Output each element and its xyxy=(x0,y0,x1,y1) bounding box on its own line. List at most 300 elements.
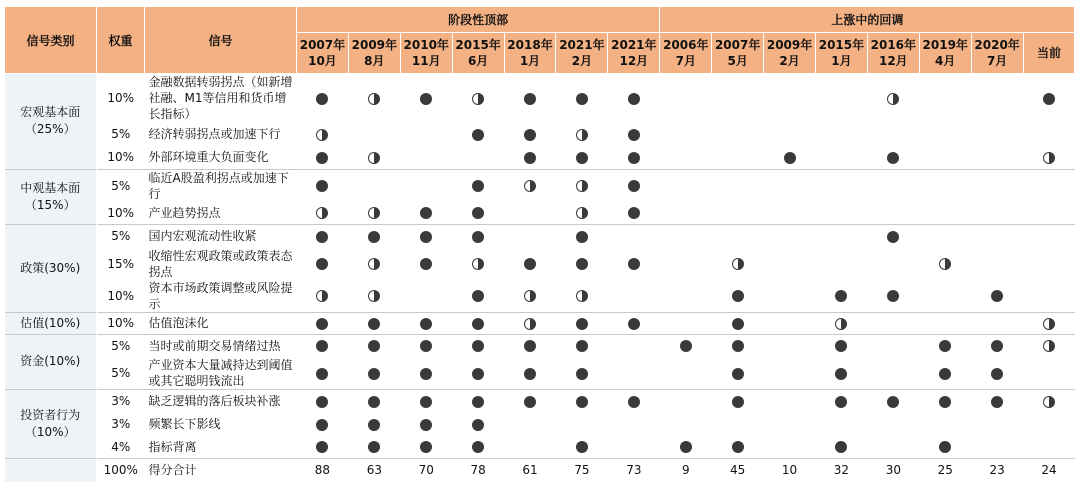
full-circle-icon xyxy=(420,419,432,431)
signal-cell: 频繁长下影线 xyxy=(148,417,221,431)
total-score-cell: 70 xyxy=(400,459,452,482)
full-circle-icon xyxy=(316,419,328,431)
mark-cell xyxy=(660,122,712,146)
full-circle-icon xyxy=(316,180,328,192)
mark-cell xyxy=(764,202,816,225)
full-circle-icon xyxy=(680,441,692,453)
mark-cell xyxy=(971,74,1023,123)
half-circle-icon xyxy=(472,258,484,270)
mark-cell xyxy=(816,312,868,334)
mark-cell xyxy=(1023,390,1075,413)
mark-cell xyxy=(452,248,504,280)
full-circle-icon xyxy=(576,318,588,330)
mark-cell xyxy=(971,312,1023,334)
mark-cell xyxy=(971,225,1023,248)
full-circle-icon xyxy=(628,207,640,219)
mark-cell xyxy=(400,436,452,459)
mark-cell xyxy=(919,169,971,202)
mark-cell xyxy=(452,146,504,169)
header-group-pullback: 上涨中的回调 xyxy=(660,7,1075,33)
mark-cell xyxy=(971,280,1023,313)
mark-cell xyxy=(919,357,971,390)
period-year: 2019年 xyxy=(922,38,968,52)
mark-cell xyxy=(504,146,556,169)
signal-cell: 指标背离 xyxy=(148,439,197,454)
weight-cell: 5% xyxy=(97,169,145,202)
full-circle-icon xyxy=(1043,93,1055,105)
header-group-top: 阶段性顶部 xyxy=(297,7,660,33)
mark-cell xyxy=(608,146,660,169)
full-circle-icon xyxy=(420,207,432,219)
mark-cell xyxy=(348,280,400,313)
total-score-cell: 32 xyxy=(816,459,868,482)
mark-cell xyxy=(816,169,868,202)
full-circle-icon xyxy=(628,93,640,105)
signal-cell: 缺乏逻辑的落后板块补涨 xyxy=(145,390,297,413)
header-period xyxy=(971,33,1023,74)
mark-cell xyxy=(867,280,919,313)
full-circle-icon xyxy=(472,396,484,408)
half-circle-icon xyxy=(576,207,588,219)
mark-cell xyxy=(764,312,816,334)
mark-cell xyxy=(504,248,556,280)
mark-cell xyxy=(400,122,452,146)
mark-cell xyxy=(971,146,1023,169)
full-circle-icon xyxy=(576,368,588,380)
full-circle-icon xyxy=(420,340,432,352)
signal-cell: 当时或前期交易情绪过热 xyxy=(145,334,297,357)
full-circle-icon xyxy=(628,396,640,408)
signal-cell: 外部环境重大负面变化 xyxy=(148,150,269,165)
half-circle-icon xyxy=(316,290,328,302)
half-circle-icon xyxy=(524,318,536,330)
period-month: 8月 xyxy=(364,54,385,68)
table-row xyxy=(5,169,1075,202)
mark-cell xyxy=(348,357,400,390)
mark-cell xyxy=(1023,202,1075,225)
weight-cell: 5% xyxy=(111,366,131,380)
mark-cell xyxy=(297,413,349,436)
full-circle-icon xyxy=(420,368,432,380)
mark-cell xyxy=(867,74,919,123)
signal-cell: 金融数据转弱拐点（如新增社融、M1等信用和货币增长指标） xyxy=(145,74,297,123)
category-cell: 估值(10%) xyxy=(5,312,97,334)
half-circle-icon xyxy=(887,93,899,105)
mark-cell xyxy=(1023,280,1075,313)
mark-cell xyxy=(504,436,556,459)
mark-cell xyxy=(297,202,349,225)
mark-cell xyxy=(400,74,452,123)
full-circle-icon xyxy=(316,340,328,352)
mark-cell xyxy=(971,334,1023,357)
mark-cell xyxy=(660,413,712,436)
half-circle-icon xyxy=(316,129,328,141)
full-circle-icon xyxy=(524,129,536,141)
full-circle-icon xyxy=(732,318,744,330)
full-circle-icon xyxy=(628,318,640,330)
total-score-cell: 25 xyxy=(919,459,971,482)
mark-cell xyxy=(297,334,349,357)
mark-cell xyxy=(971,122,1023,146)
mark-cell xyxy=(556,74,608,123)
weight-cell: 10% xyxy=(97,74,145,123)
header-period xyxy=(712,33,764,74)
half-circle-icon xyxy=(1043,152,1055,164)
full-circle-icon xyxy=(991,290,1003,302)
mark-cell xyxy=(764,334,816,357)
half-circle-icon xyxy=(472,93,484,105)
mark-cell xyxy=(608,357,660,390)
mark-cell xyxy=(608,248,660,280)
full-circle-icon xyxy=(524,93,536,105)
mark-cell xyxy=(400,357,452,390)
weight-cell: 15% xyxy=(107,256,135,271)
period-year: 2015年 xyxy=(818,38,865,52)
full-circle-icon xyxy=(835,340,847,352)
mark-cell xyxy=(452,169,504,202)
mark-cell xyxy=(764,390,816,413)
signal-cell: 国内宏观流动性收紧 xyxy=(145,225,297,248)
mark-cell xyxy=(1023,248,1075,280)
mark-cell xyxy=(919,280,971,313)
full-circle-icon xyxy=(732,441,744,453)
full-circle-icon xyxy=(420,396,432,408)
half-circle-icon xyxy=(576,129,588,141)
half-circle-icon xyxy=(316,207,328,219)
header-period xyxy=(1023,33,1075,74)
full-circle-icon xyxy=(524,258,536,270)
mark-cell xyxy=(764,436,816,459)
mark-cell xyxy=(971,436,1023,459)
total-category-blank xyxy=(5,459,97,482)
mark-cell xyxy=(712,334,764,357)
mark-cell xyxy=(867,357,919,390)
mark-cell xyxy=(712,146,764,169)
mark-cell xyxy=(504,225,556,248)
mark-cell xyxy=(1023,413,1075,436)
full-circle-icon xyxy=(316,368,328,380)
full-circle-icon xyxy=(368,441,380,453)
mark-cell xyxy=(504,280,556,313)
full-circle-icon xyxy=(939,396,951,408)
table-row xyxy=(5,122,1075,146)
total-score-cell: 73 xyxy=(608,459,660,482)
mark-cell xyxy=(971,390,1023,413)
weight-cell: 5% xyxy=(111,127,131,141)
full-circle-icon xyxy=(316,258,328,270)
mark-cell xyxy=(1023,122,1075,146)
full-circle-icon xyxy=(472,419,484,431)
mark-cell xyxy=(348,413,400,436)
mark-cell xyxy=(504,357,556,390)
mark-cell xyxy=(712,357,764,390)
mark-cell xyxy=(712,169,764,202)
total-weight: 100% xyxy=(97,459,145,482)
period-month: 4月 xyxy=(935,54,956,68)
mark-cell xyxy=(608,202,660,225)
full-circle-icon xyxy=(835,441,847,453)
full-circle-icon xyxy=(472,340,484,352)
header-period xyxy=(297,33,349,74)
full-circle-icon xyxy=(939,340,951,352)
mark-cell xyxy=(452,436,504,459)
full-circle-icon xyxy=(316,152,328,164)
mark-cell xyxy=(712,202,764,225)
period-month: 当前 xyxy=(1037,46,1062,60)
mark-cell xyxy=(608,280,660,313)
weight-cell: 5% xyxy=(97,334,145,357)
total-row xyxy=(5,459,1075,482)
mark-cell xyxy=(348,169,400,202)
mark-cell xyxy=(556,202,608,225)
full-circle-icon xyxy=(991,368,1003,380)
full-circle-icon xyxy=(524,368,536,380)
half-circle-icon xyxy=(732,258,744,270)
signal-cell: 估值泡沫化 xyxy=(145,312,297,334)
table-row xyxy=(5,146,1075,169)
table-row xyxy=(5,280,1075,313)
period-month: 10月 xyxy=(308,54,337,68)
header-category: 信号类别 xyxy=(5,7,97,74)
full-circle-icon xyxy=(472,129,484,141)
mark-cell xyxy=(971,248,1023,280)
signal-cell: 产业趋势拐点 xyxy=(148,205,221,220)
mark-cell xyxy=(608,334,660,357)
full-circle-icon xyxy=(472,441,484,453)
full-circle-icon xyxy=(991,396,1003,408)
category-cell: 宏观基本面 （25%） xyxy=(5,74,97,170)
mark-cell xyxy=(297,225,349,248)
total-score-cell: 78 xyxy=(452,459,504,482)
mark-cell xyxy=(556,390,608,413)
mark-cell xyxy=(556,357,608,390)
mark-cell xyxy=(348,312,400,334)
mark-cell xyxy=(348,390,400,413)
mark-cell xyxy=(1023,74,1075,123)
mark-cell xyxy=(297,436,349,459)
mark-cell xyxy=(712,225,764,248)
mark-cell xyxy=(764,248,816,280)
total-score-cell: 75 xyxy=(556,459,608,482)
half-circle-icon xyxy=(1043,318,1055,330)
period-month: 1月 xyxy=(831,54,852,68)
full-circle-icon xyxy=(368,368,380,380)
full-circle-icon xyxy=(835,368,847,380)
mark-cell xyxy=(452,225,504,248)
mark-cell xyxy=(919,312,971,334)
mark-cell xyxy=(816,202,868,225)
table-row xyxy=(5,413,1075,436)
period-month: 2月 xyxy=(571,54,593,68)
full-circle-icon xyxy=(316,396,328,408)
mark-cell xyxy=(452,312,504,334)
mark-cell xyxy=(816,357,868,390)
table-row xyxy=(5,74,1075,123)
mark-cell xyxy=(556,413,608,436)
mark-cell xyxy=(556,334,608,357)
mark-cell xyxy=(660,334,712,357)
mark-cell xyxy=(348,225,400,248)
mark-cell xyxy=(764,413,816,436)
full-circle-icon xyxy=(316,231,328,243)
mark-cell xyxy=(867,312,919,334)
mark-cell xyxy=(608,413,660,436)
mark-cell xyxy=(816,146,868,169)
mark-cell xyxy=(919,413,971,436)
mark-cell xyxy=(660,312,712,334)
total-score-cell: 88 xyxy=(297,459,349,482)
mark-cell xyxy=(452,357,504,390)
full-circle-icon xyxy=(472,318,484,330)
mark-cell xyxy=(919,248,971,280)
weight-cell: 10% xyxy=(107,150,135,165)
period-month: 6月 xyxy=(467,54,489,68)
mark-cell xyxy=(504,122,556,146)
mark-cell xyxy=(660,169,712,202)
period-month: 5月 xyxy=(727,54,748,68)
full-circle-icon xyxy=(472,207,484,219)
full-circle-icon xyxy=(576,93,588,105)
mark-cell xyxy=(712,390,764,413)
mark-cell xyxy=(556,146,608,169)
mark-cell xyxy=(400,413,452,436)
mark-cell xyxy=(1023,146,1075,169)
mark-cell xyxy=(297,122,349,146)
header-period xyxy=(764,33,816,74)
mark-cell xyxy=(919,122,971,146)
mark-cell xyxy=(660,248,712,280)
full-circle-icon xyxy=(472,290,484,302)
mark-cell xyxy=(919,334,971,357)
full-circle-icon xyxy=(316,318,328,330)
table-row xyxy=(5,248,1075,280)
half-circle-icon xyxy=(524,180,536,192)
mark-cell xyxy=(919,146,971,169)
full-circle-icon xyxy=(420,441,432,453)
mark-cell xyxy=(452,202,504,225)
mark-cell xyxy=(452,280,504,313)
header-period xyxy=(660,33,712,74)
mark-cell xyxy=(660,202,712,225)
weight-cell: 3% xyxy=(111,417,131,431)
full-circle-icon xyxy=(576,441,588,453)
mark-cell xyxy=(452,122,504,146)
table-row xyxy=(5,334,1075,357)
mark-cell xyxy=(1023,225,1075,248)
mark-cell xyxy=(660,357,712,390)
half-circle-icon xyxy=(368,290,380,302)
period-month: 2月 xyxy=(779,54,800,68)
weight-cell: 10% xyxy=(107,288,135,303)
mark-cell xyxy=(660,225,712,248)
mark-cell xyxy=(816,122,868,146)
weight-cell: 10% xyxy=(107,205,135,220)
period-month: 1月 xyxy=(519,54,541,68)
header-period xyxy=(608,33,660,74)
mark-cell xyxy=(867,146,919,169)
full-circle-icon xyxy=(420,231,432,243)
full-circle-icon xyxy=(628,129,640,141)
total-score-cell: 10 xyxy=(764,459,816,482)
mark-cell xyxy=(556,122,608,146)
mark-cell xyxy=(504,74,556,123)
mark-cell xyxy=(971,169,1023,202)
mark-cell xyxy=(608,436,660,459)
mark-cell xyxy=(764,74,816,123)
header-row-groups xyxy=(5,7,1075,33)
period-year: 2007年 xyxy=(299,38,346,52)
signal-cell: 资本市场政策调整或风险提示 xyxy=(148,280,293,311)
period-year: 2007年 xyxy=(714,38,761,52)
mark-cell xyxy=(400,202,452,225)
mark-cell xyxy=(971,202,1023,225)
full-circle-icon xyxy=(368,318,380,330)
mark-cell xyxy=(764,357,816,390)
mark-cell xyxy=(608,390,660,413)
mark-cell xyxy=(400,169,452,202)
signal-scoring-table xyxy=(4,6,1075,482)
category-cell: 政策(30%) xyxy=(5,225,97,313)
mark-cell xyxy=(297,357,349,390)
period-month: 11月 xyxy=(411,54,441,68)
mark-cell xyxy=(971,413,1023,436)
mark-cell xyxy=(400,334,452,357)
full-circle-icon xyxy=(524,396,536,408)
mark-cell xyxy=(1023,169,1075,202)
header-period xyxy=(919,33,971,74)
full-circle-icon xyxy=(628,180,640,192)
mark-cell xyxy=(712,436,764,459)
full-circle-icon xyxy=(732,368,744,380)
mark-cell xyxy=(919,202,971,225)
full-circle-icon xyxy=(939,441,951,453)
mark-cell xyxy=(712,122,764,146)
period-month: 7月 xyxy=(675,54,696,68)
header-period xyxy=(556,33,608,74)
full-circle-icon xyxy=(368,396,380,408)
mark-cell xyxy=(764,280,816,313)
table-body xyxy=(5,74,1075,482)
full-circle-icon xyxy=(939,368,951,380)
mark-cell xyxy=(452,334,504,357)
category-cell: 中观基本面 （15%） xyxy=(5,169,97,225)
mark-cell xyxy=(297,74,349,123)
mark-cell xyxy=(400,225,452,248)
mark-cell xyxy=(504,334,556,357)
half-circle-icon xyxy=(368,207,380,219)
mark-cell xyxy=(971,357,1023,390)
mark-cell xyxy=(919,436,971,459)
mark-cell xyxy=(608,122,660,146)
mark-cell xyxy=(1023,357,1075,390)
mark-cell xyxy=(867,413,919,436)
total-label: 得分合计 xyxy=(145,459,297,482)
header-period xyxy=(504,33,556,74)
half-circle-icon xyxy=(835,318,847,330)
full-circle-icon xyxy=(420,318,432,330)
header-signal: 信号 xyxy=(145,7,297,74)
mark-cell xyxy=(867,436,919,459)
full-circle-icon xyxy=(368,340,380,352)
mark-cell xyxy=(504,169,556,202)
mark-cell xyxy=(504,390,556,413)
mark-cell xyxy=(919,74,971,123)
category-cell: 资金(10%) xyxy=(5,334,97,390)
mark-cell xyxy=(660,436,712,459)
full-circle-icon xyxy=(524,340,536,352)
mark-cell xyxy=(1023,312,1075,334)
header-period xyxy=(400,33,452,74)
